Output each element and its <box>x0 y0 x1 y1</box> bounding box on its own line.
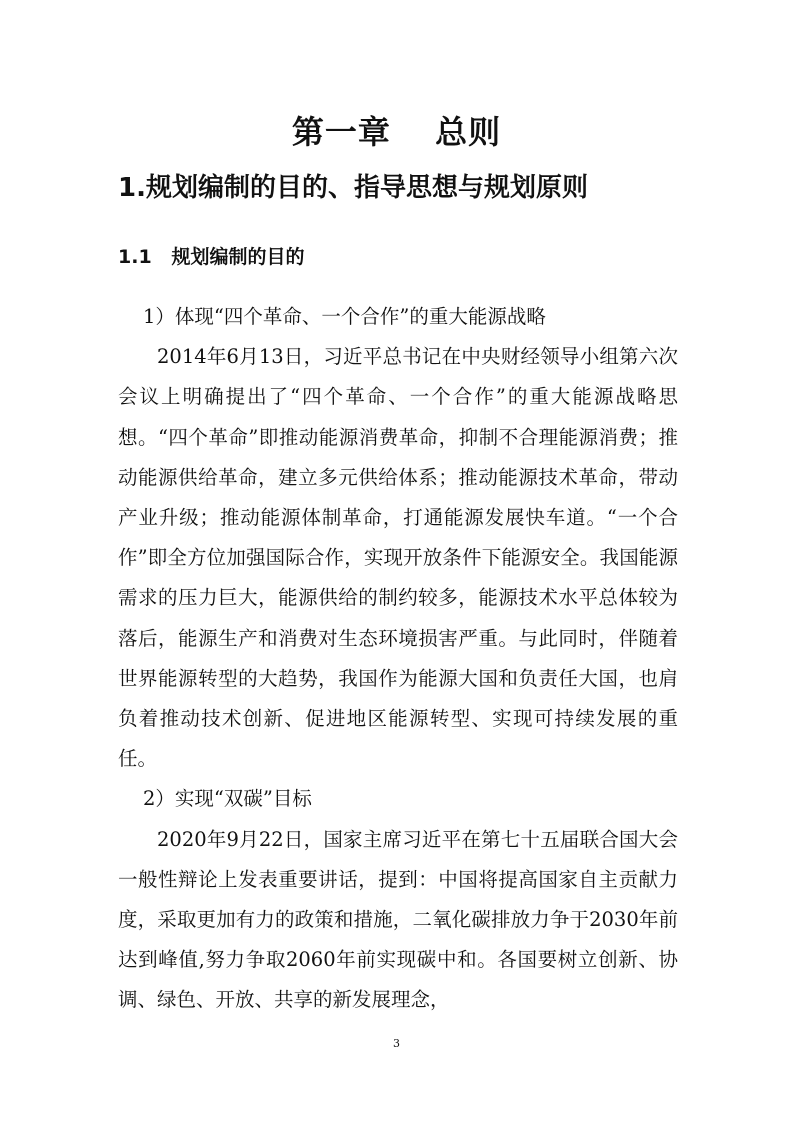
section-title: 1.规划编制的目的、指导思想与规划原则 <box>118 173 588 203</box>
subsection-title: 1.1 规划编制的目的 <box>118 246 305 268</box>
page-number: 3 <box>393 1037 400 1050</box>
chapter-title: 第一章 总则 <box>291 113 502 151</box>
body-text <box>118 297 678 1021</box>
paragraph-1: 2014年6月13日，习近平总书记在中央财经领导小组第六次会议上明确提出了“四个革命、一个合作”的重大能源战略思想。“四个革命”即推动能源消费革命，抑制不合理能源消费；推动能源供给革命，建立多元供给体系；推动能源技术革命，带动产业升级；推动能源体制革命，打通能源发展快车道。“一个合作”即全方位加强国际合作，实现开放条件下能源安全。我国能源需求的压力巨大，能源供给的制约较多，能源技术水平总体较为落后，能源生产和消费对生态环境损害严重。与此同时，伴随着世界能源转型的大趋势，我国作为能源大国和负责任大国，也肩负着推动技术创新、促进地区能源转型、实现可持续发展的重任。 <box>118 345 678 771</box>
item-heading-2: 2）实现“双碳”目标 <box>143 787 312 811</box>
paragraph-2: 2020年9月22日，国家主席习近平在第七十五届联合国大会一般性辩论上发表重要讲话，提到：中国将提高国家自主贡献力度，采取更加有力的政策和措施，二氧化碳排放力争于2030年前达到峰值,努力争取2060年前实现碳中和。各国要树立创新、协调、绿色、开放、共享的新发展理念， <box>118 827 678 1012</box>
item-heading-1: 1）体现“四个革命、一个合作”的重大能源战略 <box>143 305 546 328</box>
